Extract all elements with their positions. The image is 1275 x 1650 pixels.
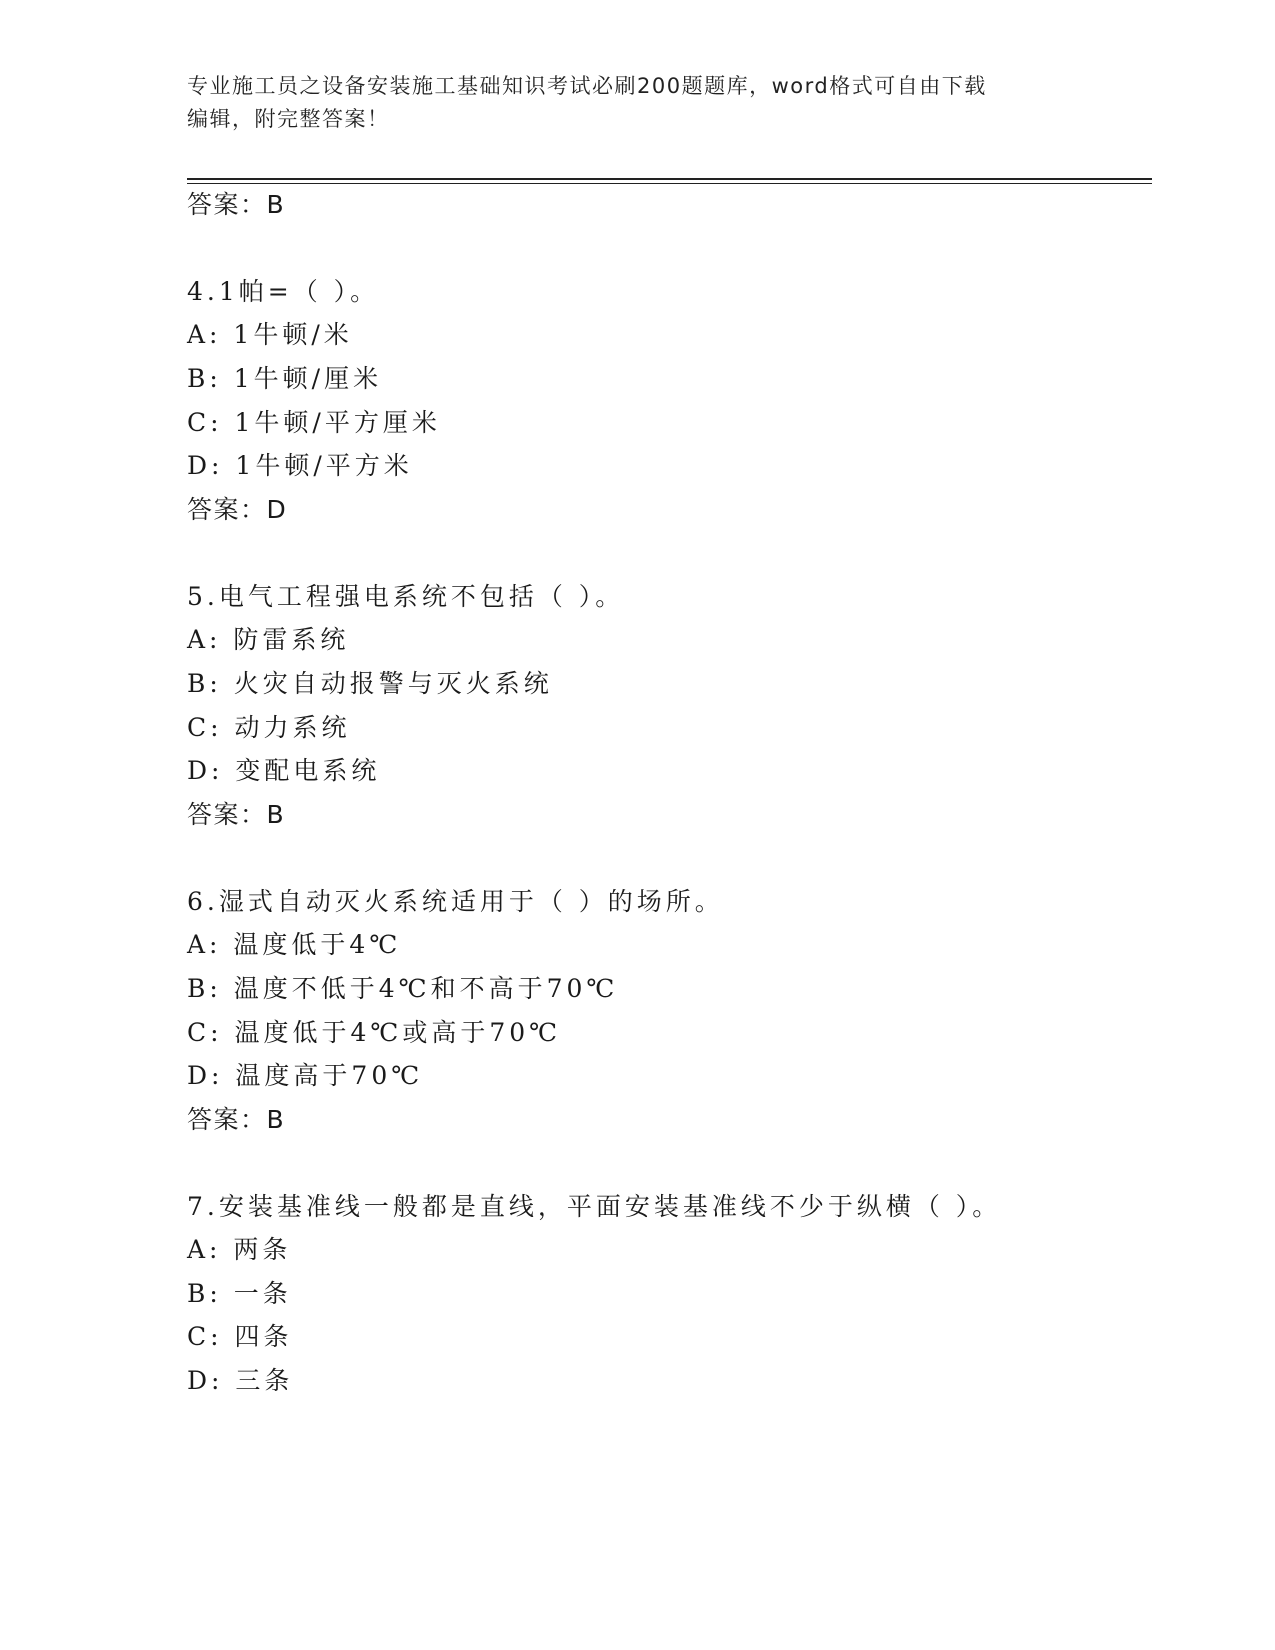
- question-7-option-d: D: 三条: [187, 1366, 294, 1395]
- question-5-option-a: A: 防雷系统: [187, 625, 350, 654]
- answer-previous: 答案：B: [187, 190, 286, 219]
- question-5-option-b: B: 火灾自动报警与灭火系统: [187, 669, 553, 698]
- question-4-option-d: D: 1牛顿/平方米: [187, 451, 413, 480]
- question-6-option-a: A: 温度低于4℃: [187, 930, 402, 959]
- question-5-answer: 答案：B: [187, 800, 286, 829]
- header-line-2: 编辑，附完整答案！: [187, 107, 390, 131]
- question-5-option-d: D: 变配电系统: [187, 756, 381, 785]
- question-6-stem: 6.湿式自动灭火系统适用于（ ）的场所。: [187, 887, 724, 916]
- question-7-stem: 7.安装基准线一般都是直线，平面安装基准线不少于纵横（ ）。: [187, 1192, 1002, 1221]
- question-6-answer: 答案：B: [187, 1105, 286, 1134]
- question-6-option-d: D: 温度高于70℃: [187, 1061, 424, 1090]
- question-7-option-c: C: 四条: [187, 1322, 293, 1351]
- question-6-option-b: B: 温度不低于4℃和不高于70℃: [187, 974, 619, 1003]
- header-line-1: 专业施工员之设备安装施工基础知识考试必刷200题题库，word格式可自由下载: [187, 74, 987, 98]
- document-header: [187, 70, 1067, 136]
- header-divider-thin: [187, 183, 1152, 184]
- question-7-option-b: B: 一条: [187, 1279, 292, 1308]
- question-5-option-c: C: 动力系统: [187, 713, 351, 742]
- question-4-option-a: A: 1牛顿/米: [187, 320, 353, 349]
- question-4-option-b: B: 1牛顿/厘米: [187, 364, 383, 393]
- question-7-option-a: A: 两条: [187, 1235, 292, 1264]
- question-4-stem: 4.1帕=（ ）。: [187, 277, 380, 306]
- question-5-stem: 5.电气工程强电系统不包括（ ）。: [187, 582, 625, 611]
- question-4-option-c: C: 1牛顿/平方厘米: [187, 408, 441, 437]
- header-divider-thick: [187, 178, 1152, 180]
- question-6-option-c: C: 温度低于4℃或高于70℃: [187, 1018, 562, 1047]
- question-4-answer: 答案：D: [187, 495, 288, 524]
